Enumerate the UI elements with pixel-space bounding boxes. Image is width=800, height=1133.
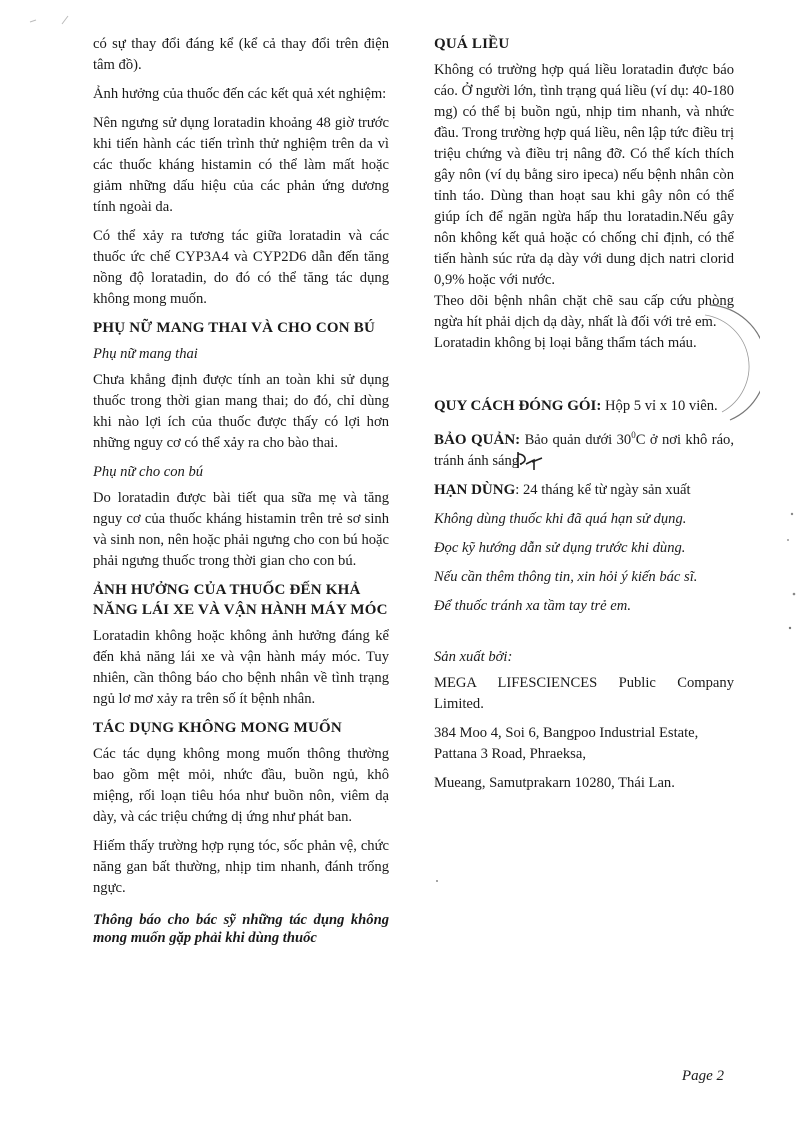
signature [512,446,552,476]
scan-specks [780,500,800,650]
warning-ask-doctor: Nếu cần thêm thông tin, xin hỏi ý kiến bác sĩ. [434,568,698,585]
packaging-label: QUY CÁCH ĐÓNG GÓI: [434,398,602,414]
paragraph-overdose-main: Không có trường hợp quá liều loratadin được báo cáo. Ở người lớn, tình trạng quá liều (ví dụ: 40-180 mg) có thể bị buồn ngủ, nhịp tim nhanh, và nhức đầu. Trong trường hợp quá liều, nên lập tức điều trị triệu chứng và điều trị nâng đỡ. Có thể kích thích gây nôn (ví dụ bằng siro ipeca) nếu bệnh nhân còn tỉnh táo. Dùng than hoạt sau khi gây nôn có thể giúp ích để ngăn ngừa hấp thu loratadin.Nếu gây nôn không kết quả hoặc có chống chỉ định, có thể tiến hành súc rửa dạ dày với dung dịch natri clorid 0,9% hoặc với nước. [434,62,734,288]
manufacturer-name: MEGA LIFESCIENCES Public Company Limited. [434,674,734,712]
manufacturer-address: 384 Moo 4, Soi 6, Bangpoo Industrial Estate, Pattana 3 Road, Phraeksa, [434,724,699,762]
paragraph-pregnant: Chưa khẳng định được tính an toàn khi sử dụng thuốc trong thời gian mang thai; do đó, chỉ dùng khi nào lợi ích của thuốc được thấy có lợi hơn những nguy cơ có thể xảy ra cho bào thai. [93,372,389,451]
company-stamp [700,300,760,430]
expiry-label: HẠN DÙNG [434,481,516,498]
lab-results-heading: Ảnh hưởng của thuốc đến các kết quả xét nghiệm: [93,86,387,102]
warning-expired: Không dùng thuốc khi đã quá hạn sử dụng. [434,510,687,527]
warning-read-instructions: Đọc kỹ hướng dẫn sử dụng trước khi dùng. [434,539,686,556]
paragraph-driving: Loratadin không hoặc không ảnh hưởng đáng kể đến khả năng lái xe và vận hành máy móc. Tuy nhiên, cần thông báo cho bệnh nhân về tình trạng ngủ lơ mơ xảy ra trên số ít bệnh nhân. [93,628,389,707]
paragraph-adverse-rare: Hiếm thấy trường hợp rụng tóc, sốc phản vệ, chức năng gan bất thường, nhịp tim nhanh, đánh trống ngực. [93,838,389,896]
heading-overdose: QUÁ LIỀU [434,36,510,52]
expiry-value: : 24 tháng kể từ ngày sản xuất [515,481,691,498]
subheading-breastfeeding: Phụ nữ cho con bú [93,464,204,480]
heading-adverse-effects: TÁC DỤNG KHÔNG MONG MUỐN [93,720,342,736]
right-column [434,34,734,802]
corner-mark [28,12,78,32]
paragraph-breastfeeding: Do loratadin được bài tiết qua sữa mẹ và tăng nguy cơ của thuốc kháng histamin trên trẻ sơ sinh và sinh non, nên hoặc phải ngưng cho con bú hoặc phải ngưng thuốc trong thời gian cho con bú. [93,490,389,569]
left-column [93,34,389,955]
paragraph-overdose-dialysis: Loratadin không bị loại bằng thẩm tách máu. [434,335,697,351]
storage-degree: 0 [631,430,636,440]
paragraph-cyp-interaction: Có thể xảy ra tương tác giữa loratadin và các thuốc ức chế CYP3A4 và CYP2D6 dẫn đến tăng nồng độ loratadin, do đó có thể tăng tác dụng không mong muốn. [93,228,389,307]
manufacturer-city: Mueang, Samutprakarn 10280, Thái Lan. [434,774,675,791]
paragraph-skin-tests: Nên ngưng sử dụng loratadin khoảng 48 giờ trước khi tiến hành các tiến trình thử nghiệm trên da vì các thuốc kháng histamin có thể làm mất hoặc giảm những dấu hiệu của các phản ứng dương tính ngoài da. [93,115,389,215]
paragraph-overdose-monitor: Theo dõi bệnh nhân chặt chẽ sau cấp cứu phòng ngừa hít phải dịch dạ dày, nhất là đối với trẻ em. [434,293,734,330]
manufacturer-label: Sản xuất bởi: [434,648,513,665]
page-number: Page 2 [681,1068,724,1084]
paragraph-adverse-common: Các tác dụng không mong muốn thông thường bao gồm mệt mỏi, nhức đầu, buồn ngủ, khô miệng, rối loạn tiêu hóa như buồn nôn, viêm dạ dày, và các triệu chứng dị ứng như phát ban. [93,746,389,825]
warning-keep-away-children: Để thuốc tránh xa tầm tay trẻ em. [434,597,631,614]
expiry-info [434,480,734,501]
heading-driving: ẢNH HƯỞNG CỦA THUỐC ĐẾN KHẢ NĂNG LÁI XE VÀ VẬN HÀNH MÁY MÓC [93,582,388,618]
storage-label: BẢO QUẢN: [434,431,521,448]
packaging-info [434,396,734,417]
storage-value-rest: C ở nơi khô ráo, tránh ánh sáng. [434,431,734,469]
packaging-value: Hộp 5 vỉ x 10 viên. [601,398,718,414]
notice-report-doctor: Thông báo cho bác sỹ những tác dụng không mong muốn gặp phải khi dùng thuốc [93,912,389,946]
heading-pregnancy-breastfeeding: PHỤ NỮ MANG THAI VÀ CHO CON BÚ [93,320,375,336]
subheading-pregnant: Phụ nữ mang thai [93,346,198,362]
scan-dot [436,880,438,882]
storage-info [434,425,734,472]
storage-value: Bảo quản dưới 30 [520,431,632,448]
paragraph-ecg-changes: có sự thay đổi đáng kể (kể cả thay đổi trên điện tâm đồ). [93,36,389,73]
